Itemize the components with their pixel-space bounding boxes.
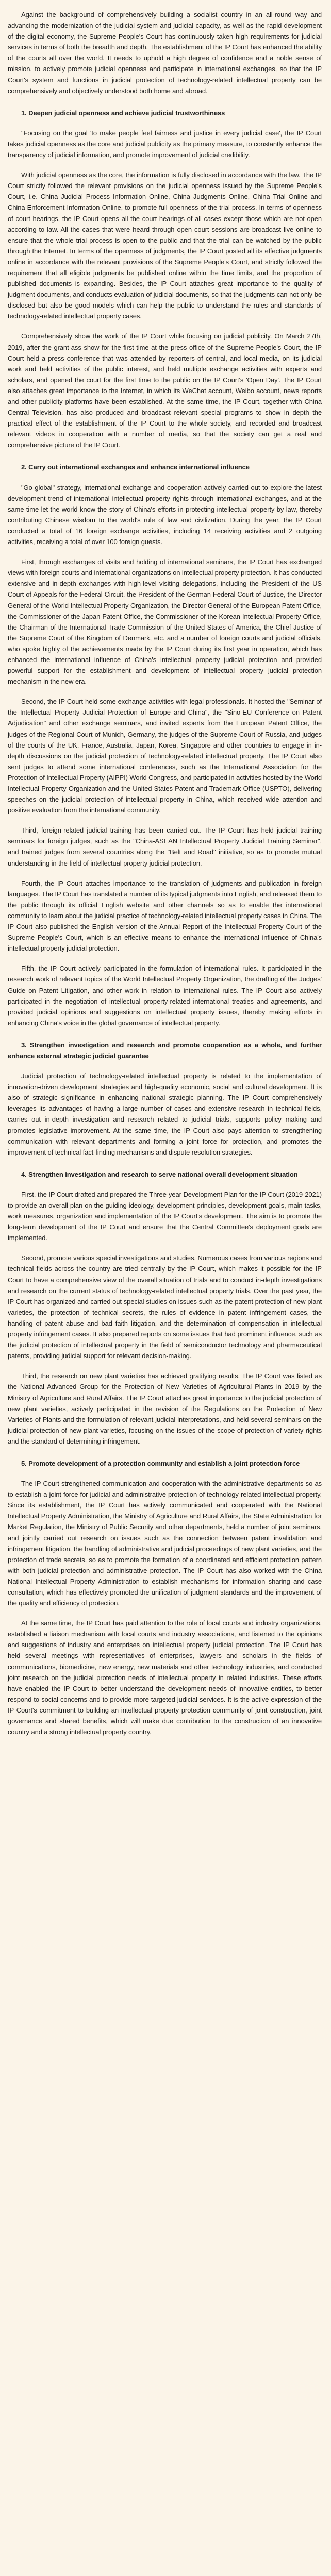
paragraph: Third, foreign-related judicial training has been carried out. The IP Court has held judicial training seminars for foreign judges, such as the "China-ASEAN Intellectual Property Judicial Training Seminar", and trained judges from several countries along the "Belt and Road" initiative, so as to promote mutual understanding in the field of intellectual property judicial protection. [8, 826, 322, 867]
paragraph: The IP Court strengthened communication and cooperation with the administrative departments so as to establish a joint force for judicial and administrative protection of technology-related intellectual property. Since its establishment, the IP Court has actively communicated and cooperated with the National Intellectual Property Administration, the Ministry of Agriculture and Rural Affairs, the State Administration for Market Regulation, the Ministry of Public Security and other departments, held a number of joint seminars, and jointly carried out research on issues such as the connection between patent invalidation and infringement litigation, the handling of administrative and judicial proceedings of new plant varieties, and the protection of trade secrets, so as to promote the formation of a coordinated and efficient protection pattern with both judicial protection and administrative protection. The IP Court has also worked with the China National Intellectual Property Administration to establish mechanisms for information sharing and case consultation, which has effectively promoted the unification of judgment standards and the improvement of the quality and efficiency of protection. [8, 1480, 322, 1607]
section-heading-2: 2. Carry out international exchanges and enhance international influence [21, 463, 250, 471]
paragraph: Fifth, the IP Court actively participated in the formulation of international rules. It participated in the research work of relevant topics of the World Intellectual Property Organization, the drafting of the Judges' Guide on Patent Litigation, and other work in relation to international rules. The IP Court also actively participated in the negotiation of intellectual property-related international treaties and agreements, and provided judicial opinions and suggestions on intellectual property issues, thereby making efforts in enhancing China's voice in the global governance of intellectual property. [8, 964, 322, 1027]
section-heading-1: 1. Deepen judicial openness and achieve judicial trustworthiness [21, 109, 225, 117]
paragraph: First, through exchanges of visits and holding of international seminars, the IP Court has exchanged views with foreign courts and international organizations on intellectual property protection. It has conducted extensive and in-depth exchanges with high-level visiting delegations, including the President of the US Court of Appeals for the Federal Circuit, the President of the German Federal Court of Justice, the Director General of the World Intellectual Property Organization, the Director-General of the European Patent Office, the Commissioner of the Japan Patent Office, the Commissioner of the Korean Intellectual Property Office, the Chairman of the International Trade Commission of the United States of America, the Chief Justice of the Supreme Court of the Kingdom of Denmark, etc. and a number of foreign courts and judicial officials, who spoke highly of the achievements made by the IP Court during its first year in operation, which has enhanced the international influence of China's intellectual property judicial protection and provided powerful support for the establishment and development of intellectual property judicial protection mechanism in the new era. [8, 558, 322, 686]
paragraph: Comprehensively show the work of the IP Court while focusing on judicial publicity. On March 27th, 2019, after the grant-ass show for the first time at the press office of the Supreme People's Court, the IP Court held a press conference that was attended by reporters of central, and local media, on its judicial work and held activities of the public interest, and held multiple exchange activities with experts and scholars, and opened the court for the first time to the public on the IP Court's 'Open Day'. The IP Court also attaches great importance to the Internet, in which its WeChat account, Weibo account, news reports and other publicity platforms have been established. At the same time, the IP Court, together with China Central Television, has also produced and broadcast relevant special programs to show in depth the practical effect of the establishment of the IP Court to the whole society, and recorded and broadcast relevant videos in cooperation with a number of media, so that the society can get a real and comprehensive picture of the IP Court. [8, 332, 322, 449]
paragraph: "Go global" strategy, international exchange and cooperation actively carried out to explore the latest development trend of international intellectual property rights through international exchanges, and at the same time let the world know the story of China's efforts in protecting intellectual property by law, thereby contributing Chinese wisdom to the world's rule of law and civilization. During the year, the IP Court conducted a total of 16 foreign exchange activities, including 14 receiving activities and 2 outgoing activities, receiving a total of over 100 foreign guests. [8, 483, 322, 546]
paragraph: Second, promote various special investigations and studies. Numerous cases from various regions and technical fields across the country are tried centrally by the IP Court, which makes it possible for the IP Court to have a comprehensive view of the overall situation of trials and to conduct in-depth investigations and research on the current status of technology-related intellectual property trials. Over the past year, the IP Court has organized and carried out special studies on issues such as the patent protection of new plant varieties, the protection of technical secrets, the rules of evidence in patent infringement cases, the handling of patent abuse and bad faith litigation, and the determination of compensation in intellectual property infringement cases. It also prepared reports on some issues that had prominent influence, such as the judicial protection of intellectual property in the field of semiconductor technology and pharmaceutical patents, providing judicial support for relevant decision-making. [8, 1254, 322, 1360]
paragraph-intro: Against the background of comprehensively building a socialist country in an all-round way and advancing the modernization of the judicial system and judicial capacity, as well as the rapid development of the digital economy, the Supreme People's Court has continuously taken high requirements for judicial services in terms of both the breadth and depth. The establishment of the IP Court has enhanced the ability of the courts all over the world. It needs to uphold a high degree of confidence and a noble sense of mission, to actively promote judicial openness and participate in international exchanges, so that the IP Court's system and functions in judicial protection of technology-related intellectual property can be comprehensively and objectively understood both home and abroad. [8, 11, 322, 95]
paragraph: Fourth, the IP Court attaches importance to the translation of judgments and publication in foreign languages. The IP Court has translated a number of its typical judgments into English, and released them to the public through its official English website and other channels so as to enable the international community to learn about the judicial practice of technology-related intellectual property cases in China. The IP Court also published the English version of the Annual Report of the Intellectual Property Court of the Supreme People's Court, which is an effective means to enhance the international influence of China's intellectual property judicial protection. [8, 879, 322, 953]
paragraph: With judicial openness as the core, the information is fully disclosed in accordance with the law. The IP Court strictly followed the relevant provisions on the judicial openness issued by the Supreme People's Court, i.e. China Judicial Process Information Online, China Judgments Online, China Trial Online and China Enforcement Information Online, to promote full openness of the trial process. In terms of openness of court hearings, the IP Court opens all the court hearings of all cases except those which are not open according to law. All the cases that were heard through open court sessions are broadcast live online to ensure that the whole trial process is open to the public and that the trial can be watched by the public through the Internet. In terms of the openness of judgments, the IP Court posted all its effective judgments online in accordance with the relevant provisions of the Supreme People's Court, and strictly followed the requirement that all eligible judgments be published online within the time limits, and the proportion of published documents is expanding. Besides, the IP Court attaches great importance to the quality of judgment documents, and conducts evaluation of judicial documents, so that the judgments can not only be disclosed but also be good models which can help the public to understand the rules and standards of technology-related intellectual property cases. [8, 171, 322, 320]
paragraph: Second, the IP Court held some exchange activities with legal professionals. It hosted the "Seminar of the Intellectual Property Judicial Protection of Europe and China", the "Sino-EU Conference on Patent Adjudication" and other exchange seminars, and invited experts from the European Patent Office, the judges of the Regional Court of Munich, Germany, the judges of the Supreme Court of Russia, and judges of the courts of the UK, France, Australia, Japan, Korea, Singapore and other countries to engage in in-depth discussions on the judicial protection of technology-related intellectual property. The IP Court also sent judges to attend some international conferences, such as the International Association for the Protection of Intellectual Property (AIPPI) World Congress, and participated in activities hosted by the World Intellectual Property Organization and the United States Patent and Trademark Office (USPTO), delivering speeches on the judicial protection of intellectual property in China, which received wide attention and positive evaluation from the international community. [8, 698, 322, 815]
paragraph: "Focusing on the goal 'to make people feel fairness and justice in every judicial case', the IP Court takes judicial openness as the core and judicial publicity as the primary measure, to constantly enhance the transparency of judicial information, and promote improvement of judicial credibility. [8, 129, 322, 159]
section-heading-3: 3. Strengthen investigation and research and promote cooperation as a whole, and further enhance external strategic judicial guarantee [8, 1041, 322, 1060]
section-heading-4: 4. Strengthen investigation and research to serve national overall development situation [21, 1170, 298, 1178]
paragraph: First, the IP Court drafted and prepared the Three-year Development Plan for the IP Court (2019-2021) to provide an overall plan on the guiding ideology, development principles, development goals, main tasks, work measures, organization and implementation of the IP Court's development. The aim is to promote the long-term development of the IP Court and ensure that the Central Committee's deployment goals are implemented. [8, 1190, 322, 1242]
paragraph: At the same time, the IP Court has paid attention to the role of local courts and industry organizations, established a liaison mechanism with local courts and industry associations, and listened to the opinions and suggestions of industry and enterprises on intellectual property judicial protection. The IP Court has held several meetings with representatives of enterprises, lawyers and scholars in the fields of communications, biomedicine, new energy, new materials and other technology industries, and conducted joint research on the judicial protection needs of intellectual property in related industries. These efforts have enabled the IP Court to better understand the development needs of innovative entities, to better respond to social concerns and to provide more targeted judicial services. It is the active expression of the IP Court's commitment to building an intellectual property protection community of joint construction, joint governance and shared benefits, which will make due contribution to the construction of an innovative country and a strong intellectual property country. [8, 1619, 322, 1736]
paragraph: Judicial protection of technology-related intellectual property is related to the implementation of innovation-driven development strategies and high-quality economic, social and cultural development. It is also of strategic significance in enhancing national strategic planning. The IP Court comprehensively leverages its advantages of having a large number of cases and extensive research in technical fields, carries out in-depth investigation and research related to judicial trials, supports policy making and promotes legislative improvement. At the same time, the IP Court also pays attention to strengthening communication with relevant departments and forming a joint force for protection, and promotes the improvement of technical fact-finding mechanisms and dispute resolution strategies. [8, 1072, 322, 1156]
section-heading-5: 5. Promote development of a protection community and establish a joint protection force [21, 1459, 300, 1467]
paragraph: Third, the research on new plant varieties has achieved gratifying results. The IP Court was listed as the National Advanced Group for the Protection of New Varieties of Agricultural Plants in 2019 by the Ministry of Agriculture and Rural Affairs. The IP Court attaches great importance to the judicial protection of new plant varieties, actively participated in the revision of the Regulations on the Protection of New Varieties of Plants and the formulation of relevant judicial interpretations, and held several seminars on the judicial protection of new plant varieties, focusing on the issues of the scope of protection of variety rights and the standard of determining infringement. [8, 1372, 322, 1445]
